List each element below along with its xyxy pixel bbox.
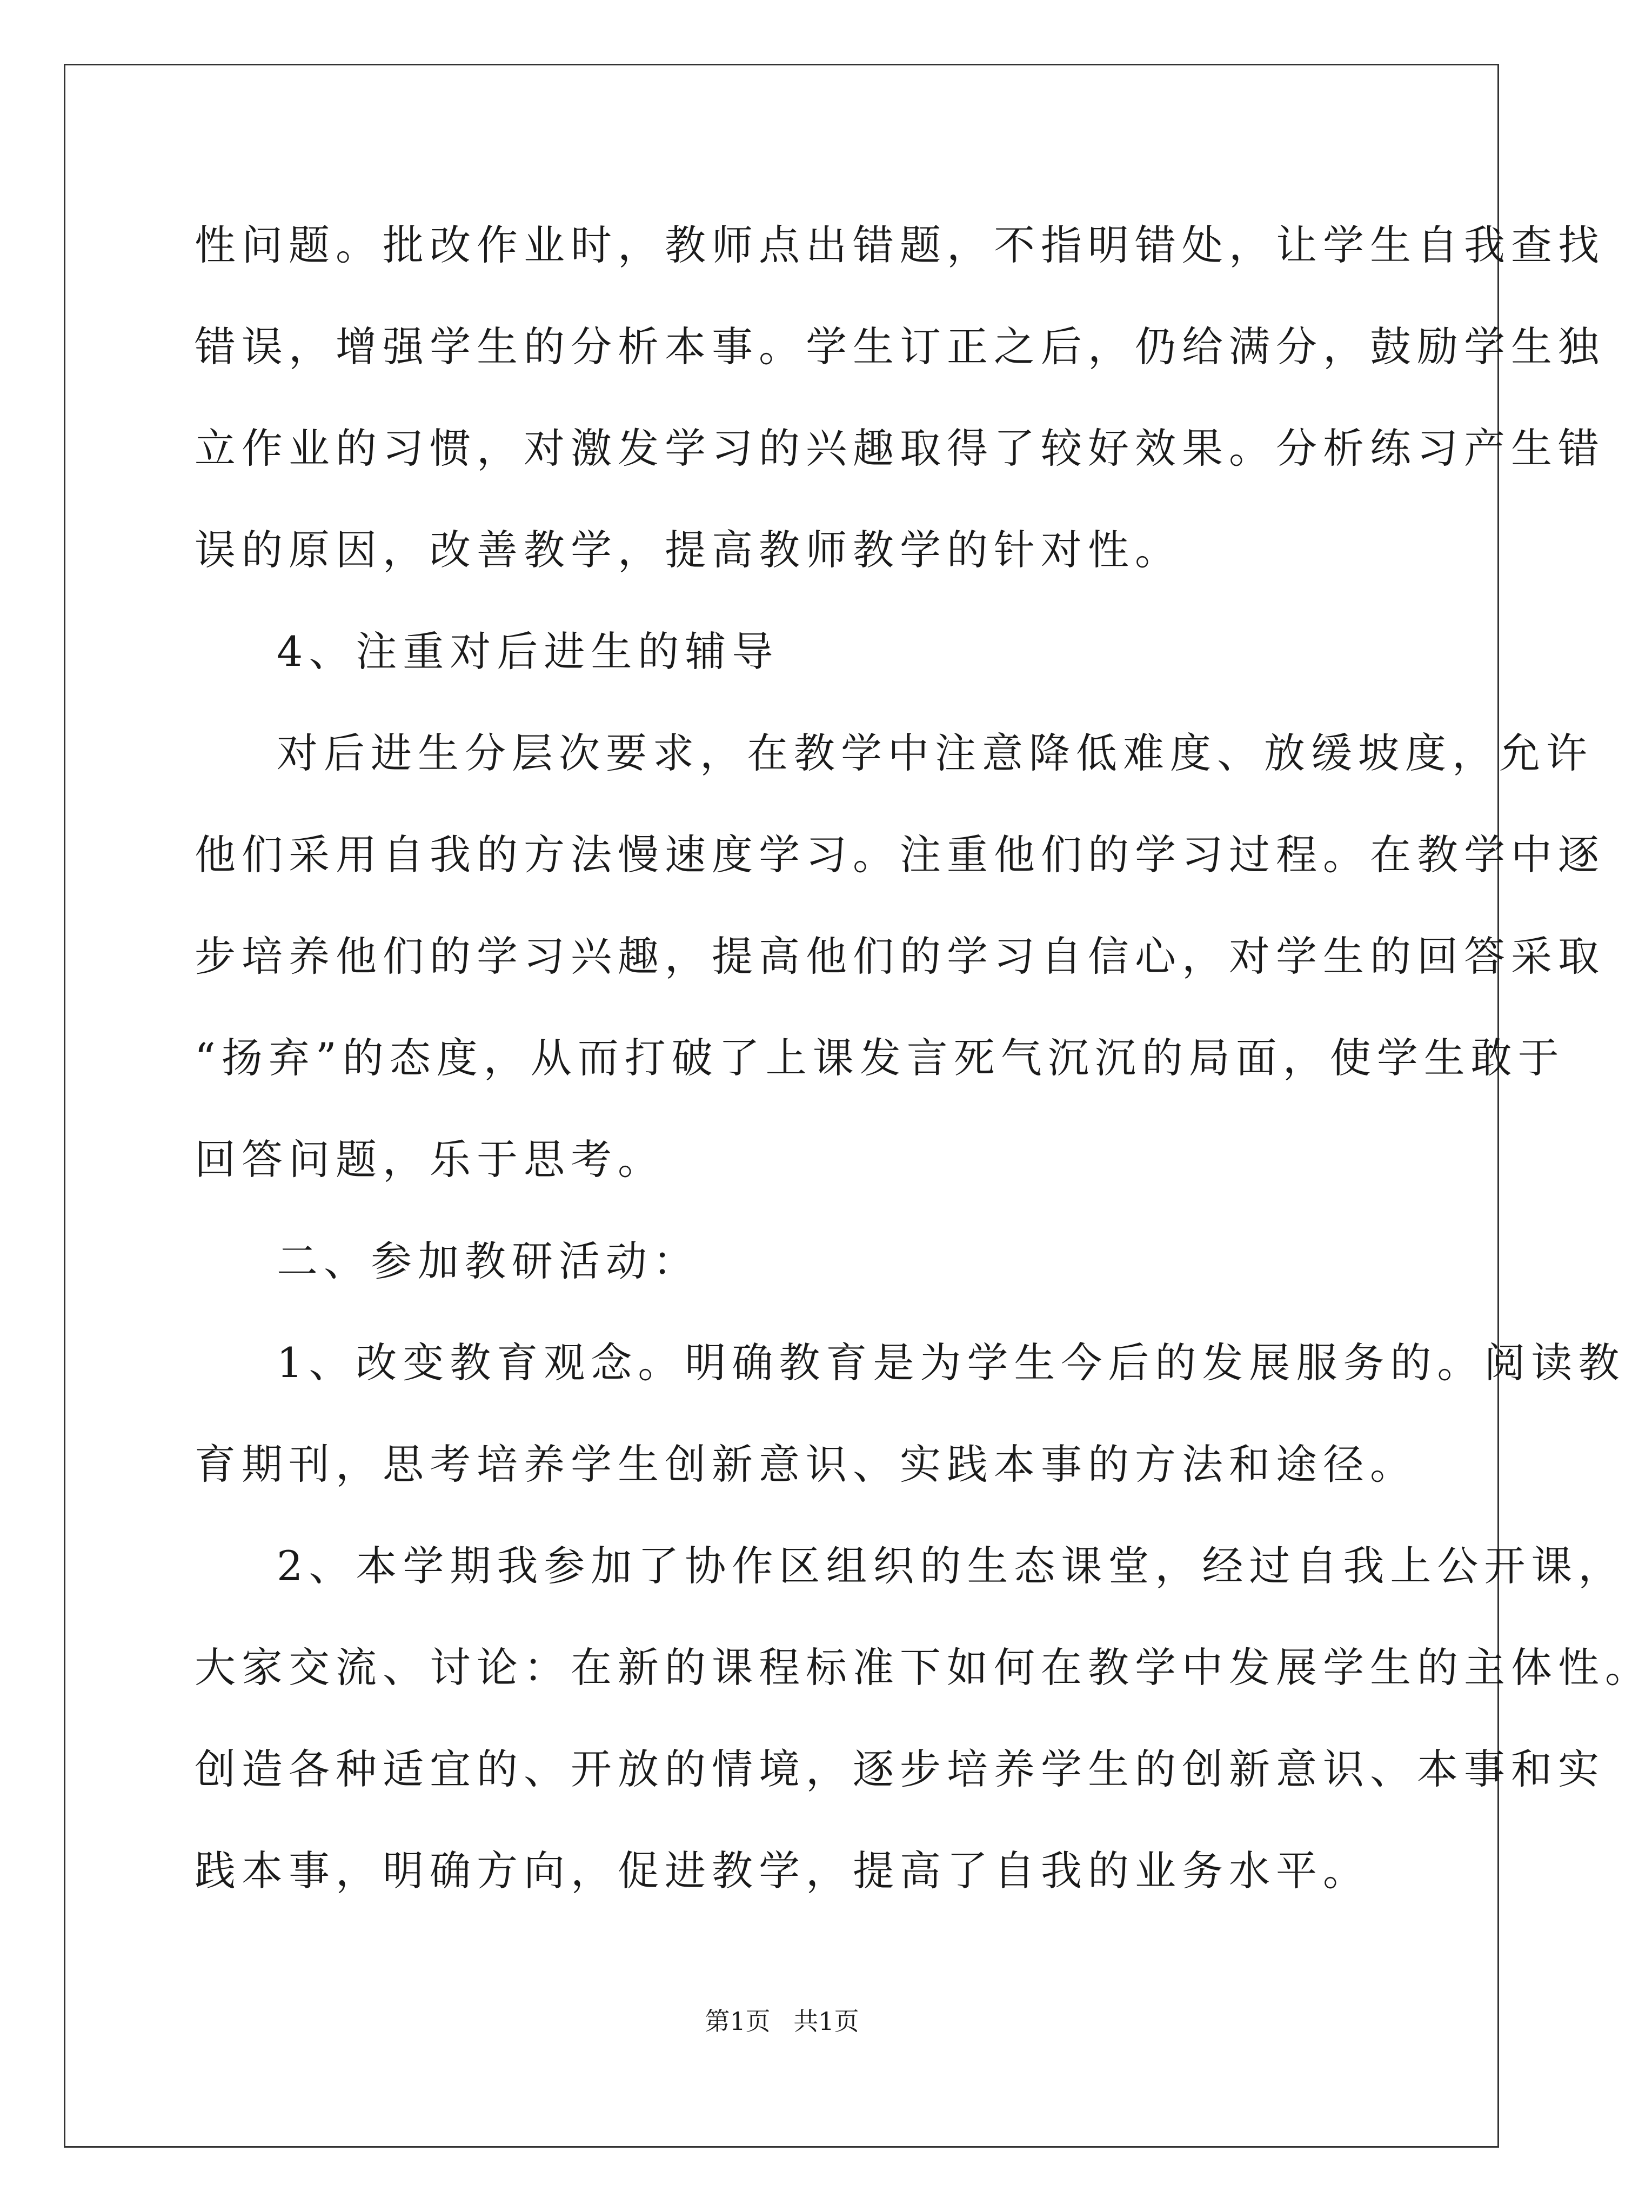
text-line: 1、改变教育观念。明确教育是为学生今后的发展服务的。阅读教 <box>277 1339 1626 1387</box>
text-line: 性问题。批改作业时，教师点出错题，不指明错处，让学生自我查找 <box>195 221 1605 269</box>
page-footer <box>0 2005 1564 2037</box>
text-line: 创造各种适宜的、开放的情境，逐步培养学生的创新意识、本事和实 <box>195 1745 1605 1793</box>
text-line: 错误，增强学生的分析本事。学生订正之后，仍给满分，鼓励学生独 <box>195 323 1605 371</box>
section-heading: 4、注重对后进生的辅导 <box>277 627 779 676</box>
text-line: 践本事，明确方向，促进教学，提高了自我的业务水平。 <box>195 1847 1370 1895</box>
section-heading: 二、参加教研活动： <box>277 1237 700 1285</box>
text-line: 误的原因，改善教学，提高教师教学的针对性。 <box>195 526 1182 574</box>
text-line: 大家交流、讨论：在新的课程标准下如何在教学中发展学生的主体性。 <box>195 1643 1652 1692</box>
text-line: 立作业的习惯，对激发学习的兴趣取得了较好效果。分析练习产生错 <box>195 424 1605 472</box>
page-total: 共1页 <box>793 2007 859 2036</box>
text-line: 对后进生分层次要求，在教学中注意降低难度、放缓坡度，允许 <box>277 729 1593 777</box>
text-line: 育期刊，思考培养学生创新意识、实践本事的方法和途径。 <box>195 1440 1417 1488</box>
text-line: 回答问题，乐于思考。 <box>195 1135 665 1184</box>
text-line: 步培养他们的学习兴趣，提高他们的学习自信心，对学生的回答采取 <box>195 932 1605 980</box>
text-line: 2、本学期我参加了协作区组织的生态课堂，经过自我上公开课， <box>277 1542 1626 1590</box>
page-number: 第1页 <box>705 2007 771 2036</box>
document-body <box>195 195 1652 1922</box>
text-line: “扬弃”的态度，从而打破了上课发言死气沉沉的局面，使学生敢于 <box>195 1034 1565 1082</box>
text-line: 他们采用自我的方法慢速度学习。注重他们的学习过程。在教学中逐 <box>195 831 1605 879</box>
